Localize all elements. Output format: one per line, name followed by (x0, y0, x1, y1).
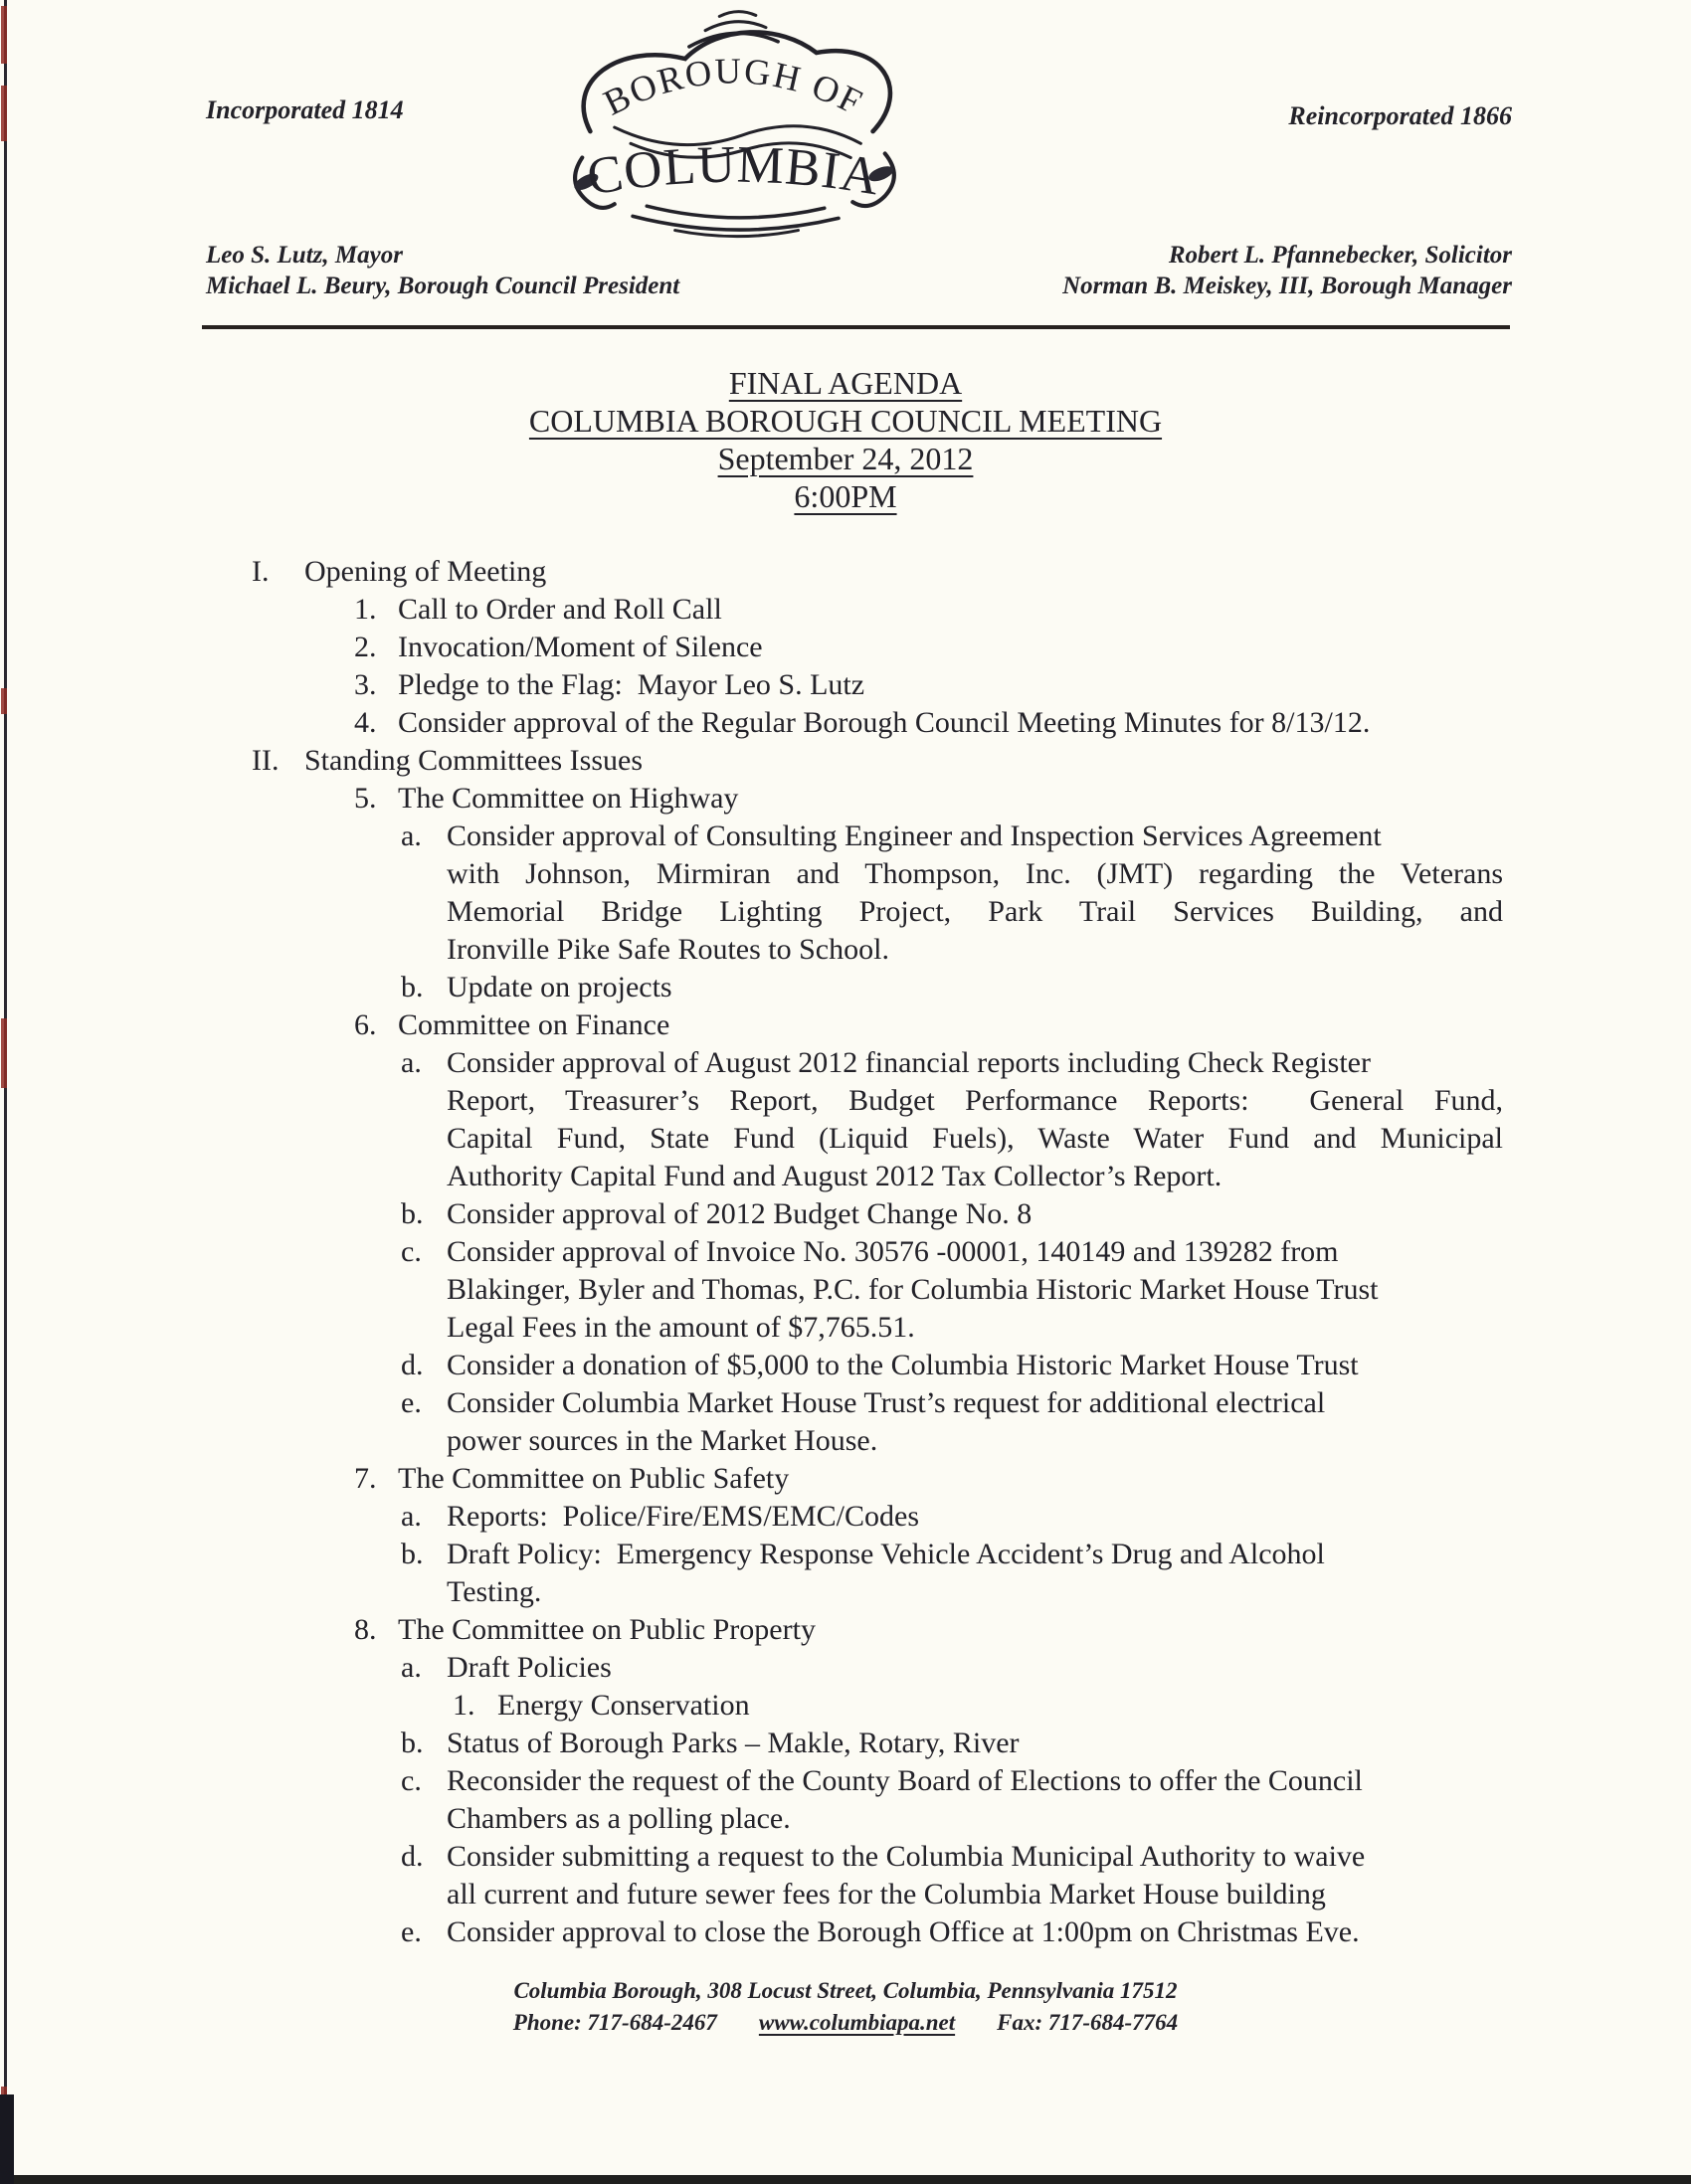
agenda-item-line: Invocation/Moment of Silence (398, 631, 763, 663)
agenda-item (0, 1006, 1691, 1044)
agenda-item-marker: c. (401, 1235, 422, 1268)
agenda-item (0, 742, 1691, 780)
agenda-item-line: Consider approval of Invoice No. 30576 -00001, 140149 and 139282 from (447, 1235, 1339, 1268)
agenda-item (0, 1687, 1691, 1725)
agenda-item-marker: 1. (354, 593, 377, 626)
agenda-item (0, 1838, 1691, 1913)
agenda-item (0, 1762, 1691, 1838)
agenda-item (0, 1384, 1691, 1460)
agenda-item (0, 666, 1691, 704)
borough-of-columbia-logo (562, 8, 905, 239)
agenda-item-line: power sources in the Market House. (447, 1424, 878, 1457)
title-line: COLUMBIA BOROUGH COUNCIL MEETING (528, 403, 1163, 439)
agenda-item-marker: b. (401, 1197, 424, 1230)
agenda-list (0, 553, 1691, 1951)
title-final-agenda (0, 364, 1691, 402)
agenda-item-line: Consider Columbia Market House Trust’s request for additional electrical (447, 1386, 1326, 1419)
agenda-item (0, 1195, 1691, 1233)
document-title-block (0, 364, 1691, 515)
agenda-item (0, 1460, 1691, 1498)
agenda-item-line: Update on projects (447, 971, 672, 1003)
svg-text:COLUMBIA (583, 136, 883, 207)
agenda-item-marker: a. (401, 1046, 422, 1079)
agenda-item-line: The Committee on Public Safety (398, 1462, 790, 1495)
scan-bottom-edge-artifact (0, 2175, 1691, 2184)
title-line: FINAL AGENDA (728, 365, 963, 401)
agenda-item-line: Blakinger, Byler and Thomas, P.C. for Columbia Historic Market House Trust (447, 1273, 1379, 1306)
agenda-item-line: The Committee on Public Property (398, 1613, 816, 1646)
agenda-item (0, 1913, 1691, 1951)
agenda-item (0, 818, 1691, 969)
reincorporated-label: Reincorporated 1866 (1288, 101, 1512, 130)
agenda-item-line: all current and future sewer fees for the Columbia Market House building (447, 1878, 1326, 1911)
agenda-item-line: Consider submitting a request to the Columbia Municipal Authority to waive (447, 1840, 1366, 1873)
agenda-item-marker: e. (401, 1915, 422, 1948)
footer-contact-line (338, 2007, 1353, 2039)
officials-left-block (206, 240, 679, 301)
agenda-item-marker: b. (401, 1727, 424, 1759)
agenda-item-line: Pledge to the Flag: Mayor Leo S. Lutz (398, 668, 865, 701)
agenda-item (0, 1233, 1691, 1347)
footer-phone: Phone: 717-684-2467 (512, 2010, 717, 2035)
agenda-item-marker: 6. (354, 1008, 377, 1041)
agenda-item-line: Consider approval of Consulting Engineer and Inspection Services Agreement (447, 819, 1382, 852)
footer-address: Columbia Borough, 308 Locust Street, Columbia, Pennsylvania 17512 (513, 1978, 1178, 2003)
scan-red-mark (1, 6, 7, 64)
agenda-item-line: Draft Policies (447, 1651, 612, 1684)
agenda-item-marker: 8. (354, 1613, 377, 1646)
agenda-item-marker: e. (401, 1386, 422, 1419)
agenda-item-line: with Johnson, Mirmiran and Thompson, Inc. (JMT) regarding the Veterans (447, 857, 1503, 890)
agenda-item (0, 704, 1691, 742)
agenda-item-marker: d. (401, 1349, 424, 1381)
title-meeting-date (0, 440, 1691, 477)
footer-fax: Fax: 717-684-7764 (997, 2010, 1179, 2035)
title-line: September 24, 2012 (717, 441, 974, 476)
agenda-item (0, 780, 1691, 818)
council-president-name: Michael L. Beury, Borough Council President (206, 273, 680, 299)
agenda-item-line: Ironville Pike Safe Routes to School. (447, 933, 889, 966)
agenda-item-line: Call to Order and Roll Call (398, 593, 722, 626)
logo-borough-of-text: BOROUGH OF (597, 50, 870, 123)
agenda-item-marker: 2. (354, 631, 377, 663)
agenda-item-line: The Committee on Highway (398, 782, 739, 815)
agenda-item-marker: c. (401, 1764, 422, 1797)
agenda-item (0, 1536, 1691, 1611)
agenda-item-line: Draft Policy: Emergency Response Vehicle Accident’s Drug and Alcohol (447, 1538, 1325, 1570)
agenda-item-marker: I. (252, 555, 270, 588)
agenda-item (0, 1725, 1691, 1762)
agenda-item-line: Capital Fund, State Fund (Liquid Fuels), Waste Water Fund and Municipal (447, 1122, 1503, 1155)
svg-text:BOROUGH OF (597, 50, 870, 123)
title-meeting-time (0, 477, 1691, 515)
agenda-item-marker: d. (401, 1840, 424, 1873)
scan-red-mark (1, 86, 7, 141)
agenda-item (0, 591, 1691, 629)
agenda-item-line: Chambers as a polling place. (447, 1802, 791, 1835)
title-meeting-name (0, 402, 1691, 440)
agenda-item-marker: b. (401, 971, 424, 1003)
agenda-item (0, 1498, 1691, 1536)
header-divider (202, 325, 1510, 329)
agenda-item (0, 553, 1691, 591)
agenda-item-line: Report, Treasurer’s Report, Budget Performance Reports: General Fund, (447, 1084, 1503, 1117)
agenda-item-marker: 1. (453, 1689, 475, 1722)
agenda-item-line: Memorial Bridge Lighting Project, Park Trail Services Building, and (447, 895, 1503, 928)
agenda-item-marker: 4. (354, 706, 377, 739)
agenda-item (0, 1044, 1691, 1195)
agenda-item-line: Standing Committees Issues (304, 744, 643, 777)
agenda-item-marker: 3. (354, 668, 377, 701)
agenda-item-line: Legal Fees in the amount of $7,765.51. (447, 1311, 915, 1344)
footer-website: www.columbiapa.net (758, 2010, 956, 2035)
agenda-item-line: Status of Borough Parks – Makle, Rotary, River (447, 1727, 1020, 1759)
agenda-item-line: Consider a donation of $5,000 to the Columbia Historic Market House Trust (447, 1349, 1359, 1381)
officials-right-block (1062, 240, 1512, 301)
agenda-item-marker: a. (401, 1651, 422, 1684)
agenda-item-line: Reports: Police/Fire/EMS/EMC/Codes (447, 1500, 920, 1533)
solicitor-name: Robert L. Pfannebecker, Solicitor (1168, 242, 1512, 269)
agenda-item (0, 1649, 1691, 1687)
agenda-item-line: Energy Conservation (497, 1689, 750, 1722)
agenda-item-line: Reconsider the request of the County Board of Elections to offer the Council (447, 1764, 1363, 1797)
mayor-name: Leo S. Lutz, Mayor (206, 242, 403, 269)
logo-columbia-text: COLUMBIA (583, 135, 884, 207)
agenda-item-line: Consider approval of August 2012 financial reports including Check Register (447, 1046, 1371, 1079)
agenda-item-line: Authority Capital Fund and August 2012 Tax Collector’s Report. (447, 1160, 1222, 1192)
agenda-item-line: Testing. (447, 1575, 542, 1608)
agenda-item-marker: 7. (354, 1462, 377, 1495)
agenda-item-marker: 5. (354, 782, 377, 815)
agenda-item (0, 629, 1691, 666)
title-line: 6:00PM (794, 478, 897, 514)
agenda-item-marker: a. (401, 1500, 422, 1533)
agenda-item (0, 1347, 1691, 1384)
agenda-item-line: Committee on Finance (398, 1008, 670, 1041)
agenda-item-line: Consider approval to close the Borough Office at 1:00pm on Christmas Eve. (447, 1915, 1360, 1948)
footer-block (338, 1975, 1353, 2039)
agenda-item-marker: II. (252, 744, 280, 777)
scan-corner-artifact (0, 2094, 14, 2184)
agenda-item-marker: b. (401, 1538, 424, 1570)
agenda-item-line: Consider approval of the Regular Borough Council Meeting Minutes for 8/13/12. (398, 706, 1371, 739)
incorporated-label: Incorporated 1814 (206, 95, 404, 124)
borough-manager-name: Norman B. Meiskey, III, Borough Manager (1062, 273, 1512, 299)
agenda-item-marker: a. (401, 819, 422, 852)
agenda-item (0, 1611, 1691, 1649)
agenda-item-line: Opening of Meeting (304, 555, 547, 588)
agenda-item-line: Consider approval of 2012 Budget Change No. 8 (447, 1197, 1033, 1230)
agenda-item (0, 969, 1691, 1006)
